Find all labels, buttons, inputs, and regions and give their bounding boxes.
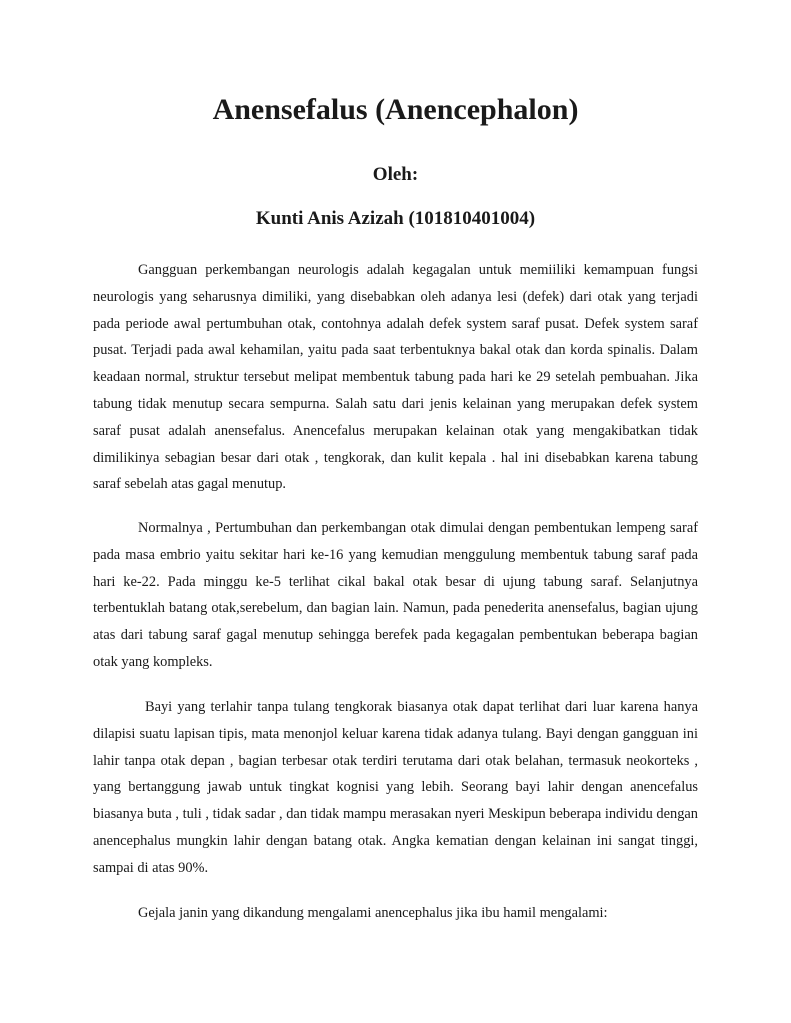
paragraph-4: Gejala janin yang dikandung mengalami anencephalus jika ibu hamil mengalami: (138, 905, 608, 921)
byline-label: Oleh: (372, 164, 419, 185)
author-name: Kunti Anis Azizah (101810401004) (255, 208, 536, 229)
paragraph-3: Bayi yang terlahir tanpa tulang tengkorak biasanya otak dapat terlihat dari luar karena hanya dilapisi suatu lapisan tipis, mata menonjol keluar karena tidak adanya tulang. Bayi dengan gangguan ini lahir tanpa otak depan , bagian terbesar otak terdiri terutama dari otak belahan, termasuk neokorteks , yang bertanggung jawab untuk tingkat kognisi yang lebih. Seorang bayi lahir dengan anencefalus biasanya buta , tuli , tidak sadar , dan tidak mampu merasakan nyeri Meskipun beberapa individu dengan anencephalus mungkin lahir dengan batang otak. Angka kematian dengan kelainan ini sangat tinggi, sampai di atas 90%. (93, 699, 698, 876)
paragraph-2: Normalnya , Pertumbuhan dan perkembangan otak dimulai dengan pembentukan lempeng saraf pada masa embrio yaitu sekitar hari ke-16 yang kemudian menggulung membentuk tabung saraf pada hari ke-22. Pada minggu ke-5 terlihat cikal bakal otak besar di ujung tabung saraf. Selanjutnya terbentuklah batang otak,serebelum, dan bagian lain. Namun, pada penederita anensefalus, bagian ujung atas dari tabung saraf gagal menutup sehingga berefek pada kegagalan pembentukan beberapa bagian otak yang kompleks. (93, 520, 698, 670)
document-title: Anensefalus (Anencephalon) (212, 93, 579, 126)
paragraph-1: Gangguan perkembangan neurologis adalah kegagalan untuk memiiliki kemampuan fungsi neurologis yang seharusnya dimiliki, yang disebabkan oleh adanya lesi (defek) dari otak yang terjadi pada periode awal pertumbuhan otak, contohnya adalah defek system saraf pusat. Defek system saraf pusat. Terjadi pada awal kehamilan, yaitu pada saat terbentuknya bakal otak dan korda spinalis. Dalam keadaan normal, struktur tersebut melipat membentuk tabung pada hari ke 29 setelah pembuahan. Jika tabung tidak menutup secara sempurna. Salah satu dari jenis kelainan yang merupakan defek system saraf pusat adalah anensefalus. Anencefalus merupakan kelainan otak yang mengakibatkan tidak dimilikinya sebagian besar dari otak , tengkorak, dan kulit kepala . hal ini disebabkan karena tabung saraf sebelah atas gagal menutup. (93, 262, 698, 493)
